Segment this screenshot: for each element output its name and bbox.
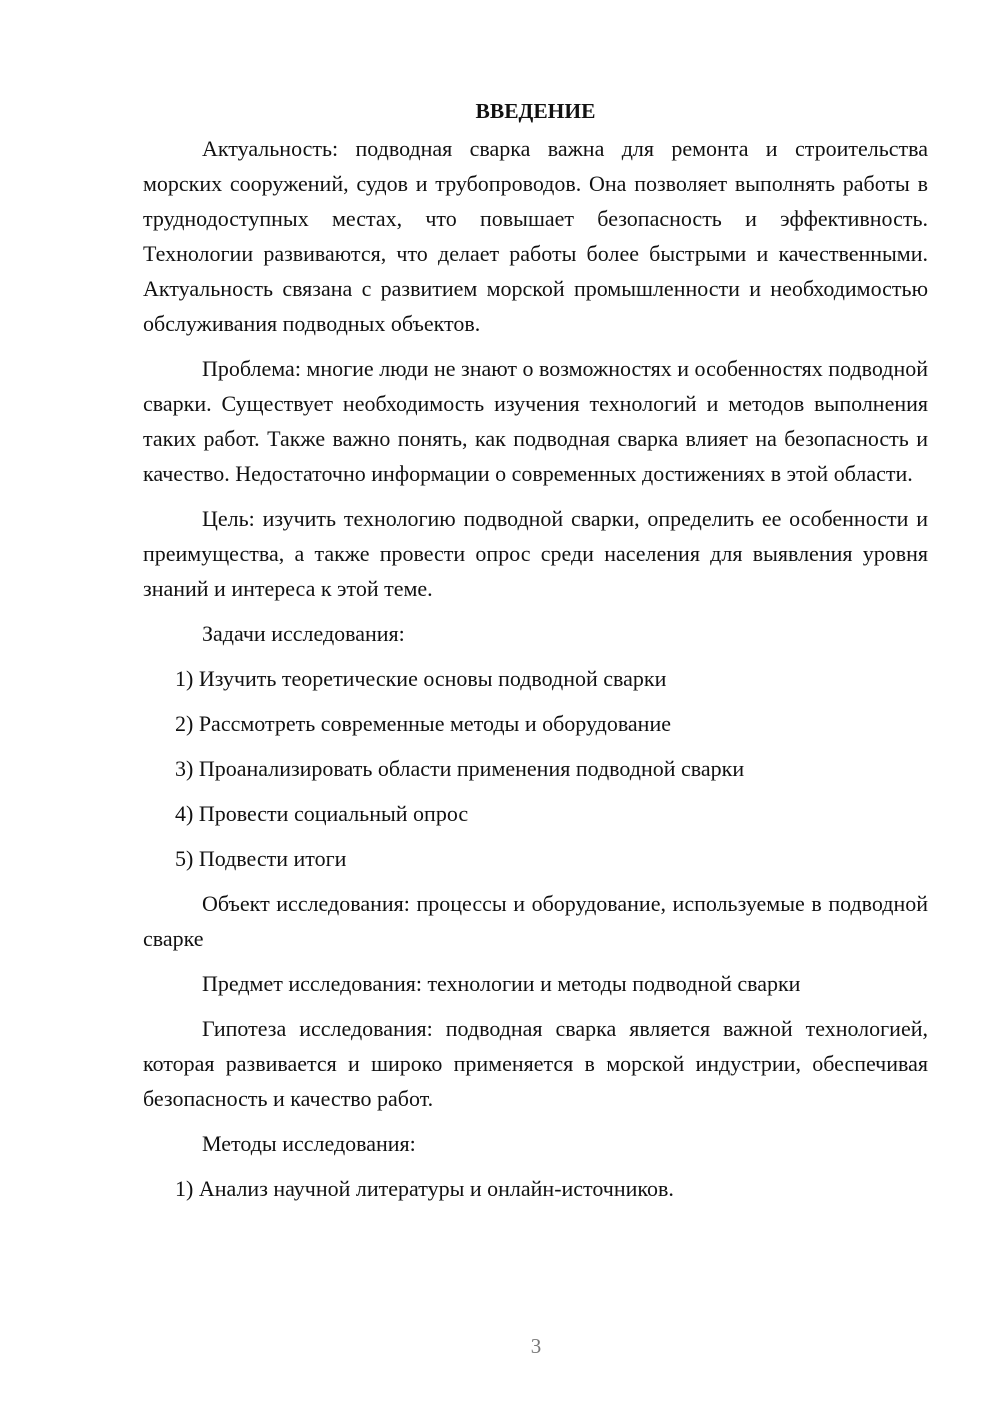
methods-heading: Методы исследования: (202, 1131, 416, 1156)
task-item: 4) Провести социальный опрос (175, 801, 469, 826)
tasks-list (143, 661, 928, 876)
tasks-heading: Задачи исследования: (202, 621, 405, 646)
problem-paragraph: Проблема: многие люди не знают о возможностях и особенностях подводной сварки. Существует необходимость изучения технологий и методов выполнения таких работ. Также важно понять, как подводная сварка влияет на безопасность и качество. Недостаточно информации о современных достижениях в этой области. (143, 356, 928, 486)
subject-paragraph: Предмет исследования: технологии и методы подводной сварки (202, 971, 801, 996)
method-item: 1) Анализ научной литературы и онлайн-источников. (175, 1176, 674, 1201)
task-item: 1) Изучить теоретические основы подводной сварки (175, 666, 667, 691)
task-item: 3) Проанализировать области применения подводной сварки (175, 756, 745, 781)
object-paragraph: Объект исследования: процессы и оборудование, используемые в подводной сварке (143, 891, 928, 951)
goal-paragraph: Цель: изучить технологию подводной сварки, определить ее особенности и преимущества, а также провести опрос среди населения для выявления уровня знаний и интереса к этой теме. (143, 506, 928, 601)
page-content (143, 94, 928, 1216)
page-number: 3 (530, 1334, 542, 1358)
task-item: 5) Подвести итоги (175, 846, 347, 871)
relevance-paragraph: Актуальность: подводная сварка важна для ремонта и строительства морских сооружений, судов и трубопроводов. Она позволяет выполнять работы в труднодоступных местах, что повышает безопасность и эффективность. Технологии развиваются, что делает работы более быстрыми и качественными. Актуальность связана с развитием морской промышленности и необходимостью обслуживания подводных объектов. (143, 136, 928, 336)
section-title: ВВЕДЕНИЕ (475, 99, 596, 123)
task-item: 2) Рассмотреть современные методы и оборудование (175, 711, 671, 736)
methods-list (143, 1171, 928, 1206)
hypothesis-paragraph: Гипотеза исследования: подводная сварка является важной технологией, которая развивается и широко применяется в морской индустрии, обеспечивая безопасность и качество работ. (143, 1016, 928, 1111)
